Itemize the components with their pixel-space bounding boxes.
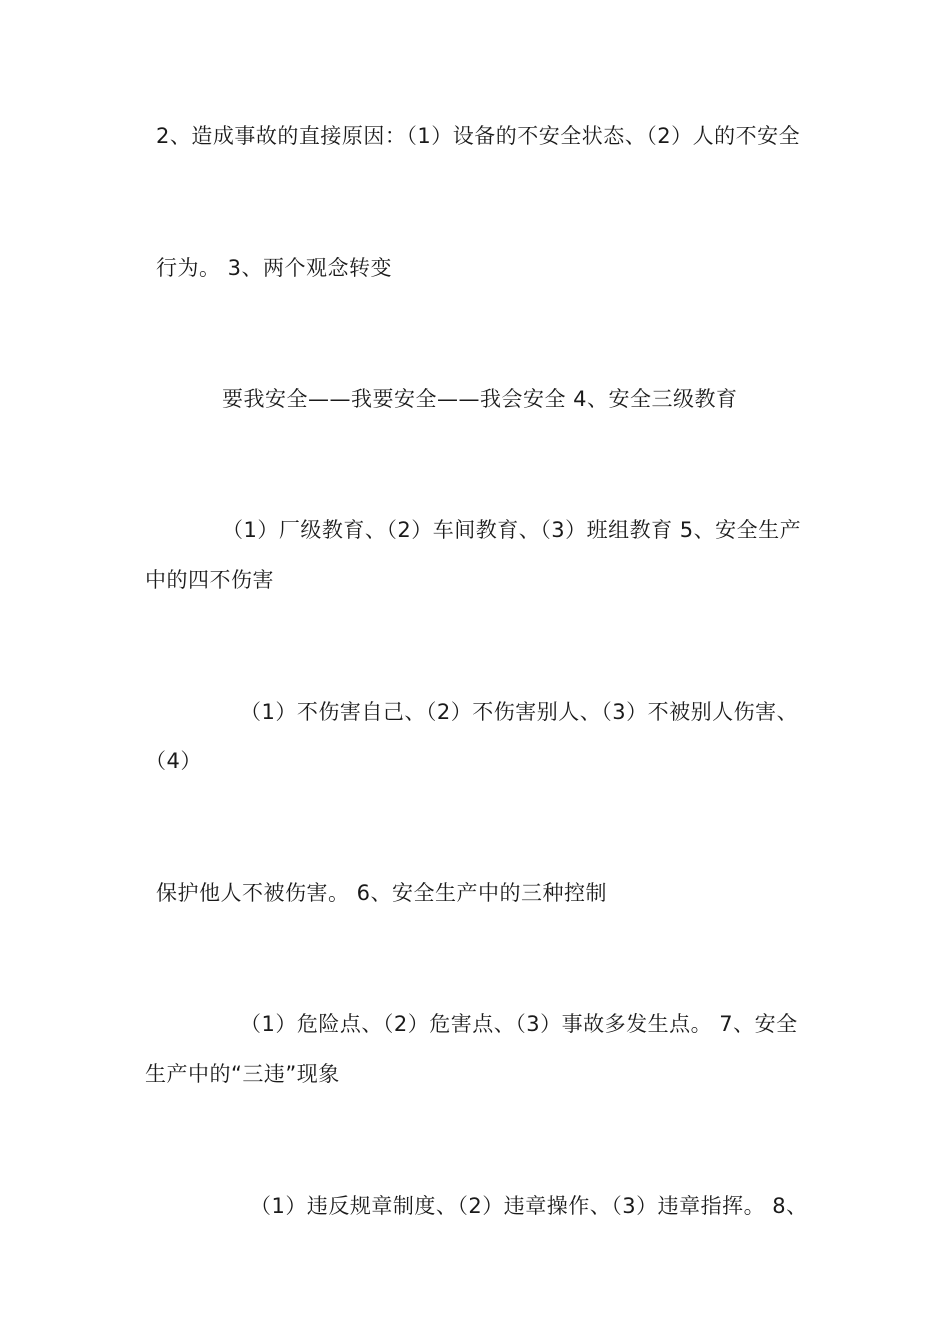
- text-line-three-violations-heading: 生产中的“三违”现象: [145, 1062, 340, 1086]
- text-line-three-violations-items: （1）违反规章制度、（2）违章操作、（3）违章指挥。 8、: [250, 1194, 808, 1218]
- text-line-protect-others: 保护他人不被伤害。 6、安全生产中的三种控制: [156, 881, 608, 905]
- text-line-safety-concept-levels: 要我安全——我要安全——我会安全 4、安全三级教育: [222, 387, 738, 411]
- text-line-four-no-harm-heading: 中的四不伤害: [145, 568, 274, 592]
- text-line-three-level-education: （1）厂级教育、（2）车间教育、（3）班组教育 5、安全生产: [222, 518, 802, 542]
- text-line-three-controls: （1）危险点、（2）危害点、（3）事故多发生点。 7、安全: [240, 1012, 798, 1036]
- text-line-item-4: （4）: [145, 749, 202, 773]
- text-line-four-no-harm-items: （1）不伤害自己、（2）不伤害别人、（3）不被别人伤害、: [240, 700, 799, 724]
- text-line-direct-causes: 2、造成事故的直接原因：（1）设备的不安全状态、（2）人的不安全: [156, 124, 801, 148]
- text-line-two-concepts: 行为。 3、两个观念转变: [156, 256, 393, 280]
